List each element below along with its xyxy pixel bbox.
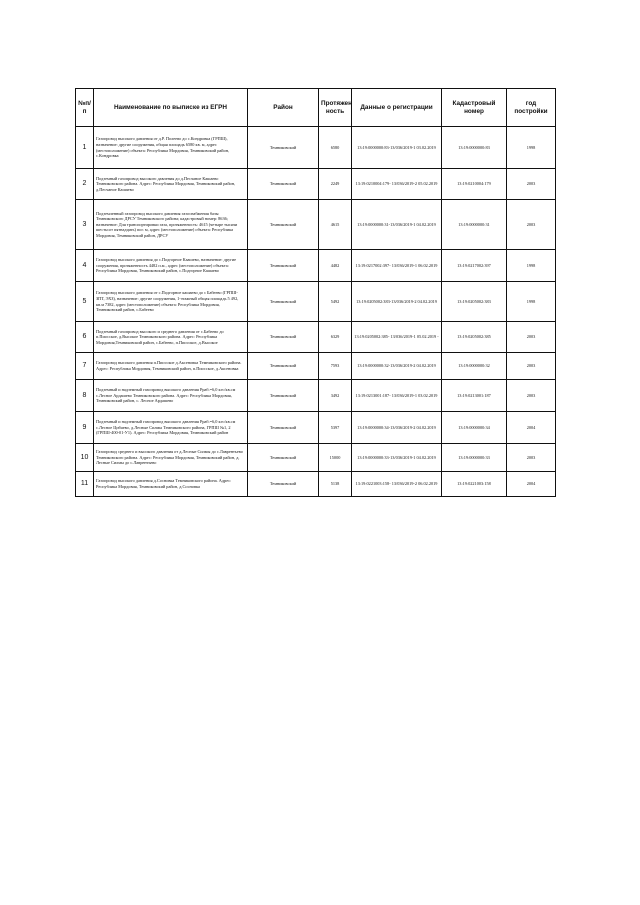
- row-year: 1998: [507, 127, 556, 169]
- row-cadastral: 13:19:0000000:33: [442, 444, 507, 472]
- row-length: 2249: [319, 169, 352, 200]
- row-length: 5492: [319, 282, 352, 322]
- row-num: 8: [76, 380, 94, 412]
- row-name: Газопровод высокого давления д.Сосновка Темниковского района. Адрес: Республика Мордовия, Темниковский район, д.Сосновка: [94, 472, 248, 497]
- col-header-year: год постройки: [507, 89, 556, 127]
- row-num: 7: [76, 353, 94, 380]
- table-row: [76, 380, 556, 412]
- col-header-cadastral: Кадастровый номер: [442, 89, 507, 127]
- row-cadastral: 13:19:0205002:385: [442, 322, 507, 353]
- row-registration: 13:19:0210004:179- 13/036/2019-2 05.02.2019: [352, 169, 442, 200]
- row-registration: 13:19:0217002:397- 13/036/2019-1 06.02.2019: [352, 250, 442, 282]
- table-row: [76, 200, 556, 250]
- col-header-num: №п/п: [76, 89, 94, 127]
- row-num: 1: [76, 127, 94, 169]
- table-row: [76, 169, 556, 200]
- row-cadastral: 13:19:0000000:31: [442, 200, 507, 250]
- row-year: 2003: [507, 322, 556, 353]
- table-row: [76, 472, 556, 497]
- row-year: 1998: [507, 282, 556, 322]
- row-registration: 13:19:0000000:33-13/036/2019-1 04.02.2019: [352, 444, 442, 472]
- row-name: Подземный и надземный газопровод высокого давления Рраб.=6,0 кгс/кв.см с.Лесное Цибаево, д.Лесные Силмы Темниковского района, ГРПШ №1, 2 (ГРПШ-400-01-У1). Адрес: Республика Мордовия, Темниковский район: [94, 412, 248, 444]
- row-length: 4482: [319, 250, 352, 282]
- row-cadastral: 13:19:0000000:83: [442, 127, 507, 169]
- row-registration: 13:19:0221003:158- 13/036/2019-2 06.02.2019: [352, 472, 442, 497]
- row-name: Газопровод высокого давления от д.Р. Полеево до с.Кондровка (ГРПШ), назначение: другие сооружения, общая площадь 6580 кв. м, адрес (местоположение) объекта: Республика Мордовия, Темниковский район, с.Кондровка: [94, 127, 248, 169]
- row-year: 2004: [507, 412, 556, 444]
- row-length: 5138: [319, 472, 352, 497]
- row-name: Подземный газопровод высокого и среднего давления от с.Бабеево до п.Пиосское, д.Высокое Темниковского района. Адрес: Республика Мордовия,Темниковский район, с.Бабеево, п.Пиосское, д.Высокое: [94, 322, 248, 353]
- table-row: [76, 282, 556, 322]
- row-num: 10: [76, 444, 94, 472]
- row-num: 11: [76, 472, 94, 497]
- row-cadastral: 13:19:0221003:158: [442, 472, 507, 497]
- col-header-district: Район: [248, 89, 319, 127]
- row-cadastral: 13:19:0000000:34: [442, 412, 507, 444]
- row-num: 6: [76, 322, 94, 353]
- row-name: Газопровод среднего и высокого давления от д.Лесные Силмы до с.Лаврентьево Темниковского района. Адрес: Республика Мордовия, Темниковский район, д. Лесные Силмы до с.Лаврентьево: [94, 444, 248, 472]
- row-cadastral: 13:19:0000000:32: [442, 353, 507, 380]
- row-registration: 13:19:0205002:385- 13/036/2019-1 05.02.2019 -: [352, 322, 442, 353]
- row-district: Темниковский: [248, 322, 319, 353]
- row-district: Темниковский: [248, 127, 319, 169]
- row-cadastral: 13:19:0213001:187: [442, 380, 507, 412]
- row-year: 2003: [507, 353, 556, 380]
- row-year: 1998: [507, 250, 556, 282]
- row-length: 3492: [319, 380, 352, 412]
- egrn-objects-table: [75, 88, 556, 497]
- row-name: Газопровод высокого давления п.Пиосское д.Аксеновка Темниковского района. Адрес: Республика Мордовия, Темниковский район, п.Пиосское, д.Аксеновка: [94, 353, 248, 380]
- row-num: 5: [76, 282, 94, 322]
- row-num: 9: [76, 412, 94, 444]
- row-cadastral: 13:19:0205002:383: [442, 282, 507, 322]
- table-row: [76, 353, 556, 380]
- row-year: 2004: [507, 472, 556, 497]
- row-year: 2003: [507, 169, 556, 200]
- row-length: 5397: [319, 412, 352, 444]
- col-header-registration: Данные о регистрации: [352, 89, 442, 127]
- row-year: 2003: [507, 380, 556, 412]
- row-district: Темниковский: [248, 169, 319, 200]
- row-name: Подземленный газопровод высокого давления газоснабжения базы Темниковского ДРСУ Темниковского района; кадастровый номер: 8636; назначение: Для транспортировки газа, протяженность: 4615 (четыре тысячи шестьсот пятнадцать) пог. м, адрес (местоположение) объекта: Республика Мордовия, Темниковский район, ДРСУ: [94, 200, 248, 250]
- row-length: 4615: [319, 200, 352, 250]
- row-cadastral: 13:19:0210004:179: [442, 169, 507, 200]
- row-name: Газопровод высокого давления от с.Подгорное кашаево до с Бабеево (ГРПШ-ЗПТ, ЭХЗ), назначение: другие сооружения, 1-этажный общая площадь 5 492, кв.м 7382, адрес (местоположение) объекта: Республика Мордовия, Темниковский район, с.Бабеево: [94, 282, 248, 322]
- row-district: Темниковский: [248, 200, 319, 250]
- row-district: Темниковский: [248, 250, 319, 282]
- row-name: Газопровод высокого давления до с.Подгорное Каашево, назначение: другие сооружения, протяженность 4482 п.м., адрес (местоположение) объекта: Республика Мордовия, Темниковский район, с.Подгорное Кашаево: [94, 250, 248, 282]
- row-length: 15000: [319, 444, 352, 472]
- row-registration: 13:19:0000000:34-13/036/2019-2 04.02.2019: [352, 412, 442, 444]
- row-name: Подземный газопровод высокого давления до д.Песчаное Кашаево Темниковского района. Адрес: Республика Мордовия, Темниковский район, д.Песчаное Кашаево: [94, 169, 248, 200]
- row-length: 6329: [319, 322, 352, 353]
- row-cadastral: 13:19:0217002:397: [442, 250, 507, 282]
- row-registration: 13:19:0205002:383-13/036/2019-2 04.02.2019: [352, 282, 442, 322]
- row-district: Темниковский: [248, 444, 319, 472]
- row-year: 2003: [507, 200, 556, 250]
- table-row: [76, 444, 556, 472]
- row-district: Темниковский: [248, 282, 319, 322]
- row-num: 4: [76, 250, 94, 282]
- row-registration: 13:19:0000000:32-13/036/2019-2 04.02.2019: [352, 353, 442, 380]
- table-header-row: [76, 89, 556, 127]
- row-name: Подземный и надземный газопровод высокого давления Рраб.=6,0 кгс/кв.см с.Лесное Ардашево Темниковского района. Адрес: Республика Мордовия, Темниковский район, с. Лесное Ардашево: [94, 380, 248, 412]
- row-district: Темниковский: [248, 380, 319, 412]
- row-length: 7593: [319, 353, 352, 380]
- row-num: 2: [76, 169, 94, 200]
- row-year: 2003: [507, 444, 556, 472]
- row-num: 3: [76, 200, 94, 250]
- row-registration: 13:19:0213001:187- 13/036/2019-1 03.02.2019: [352, 380, 442, 412]
- row-registration: 13:19:0000000:31-13/036/2019-1 04.02.2019: [352, 200, 442, 250]
- row-registration: 13:19:0000000:83-13/036/2019-1 03.02.2019: [352, 127, 442, 169]
- col-header-name: Наименование по выписке из ЕГРН: [94, 89, 248, 127]
- row-district: Темниковский: [248, 353, 319, 380]
- col-header-length: Протяжен ность: [319, 89, 352, 127]
- table-row: [76, 250, 556, 282]
- table-row: [76, 127, 556, 169]
- row-length: 6580: [319, 127, 352, 169]
- table-row: [76, 322, 556, 353]
- table-row: [76, 412, 556, 444]
- row-district: Темниковский: [248, 472, 319, 497]
- row-district: Темниковский: [248, 412, 319, 444]
